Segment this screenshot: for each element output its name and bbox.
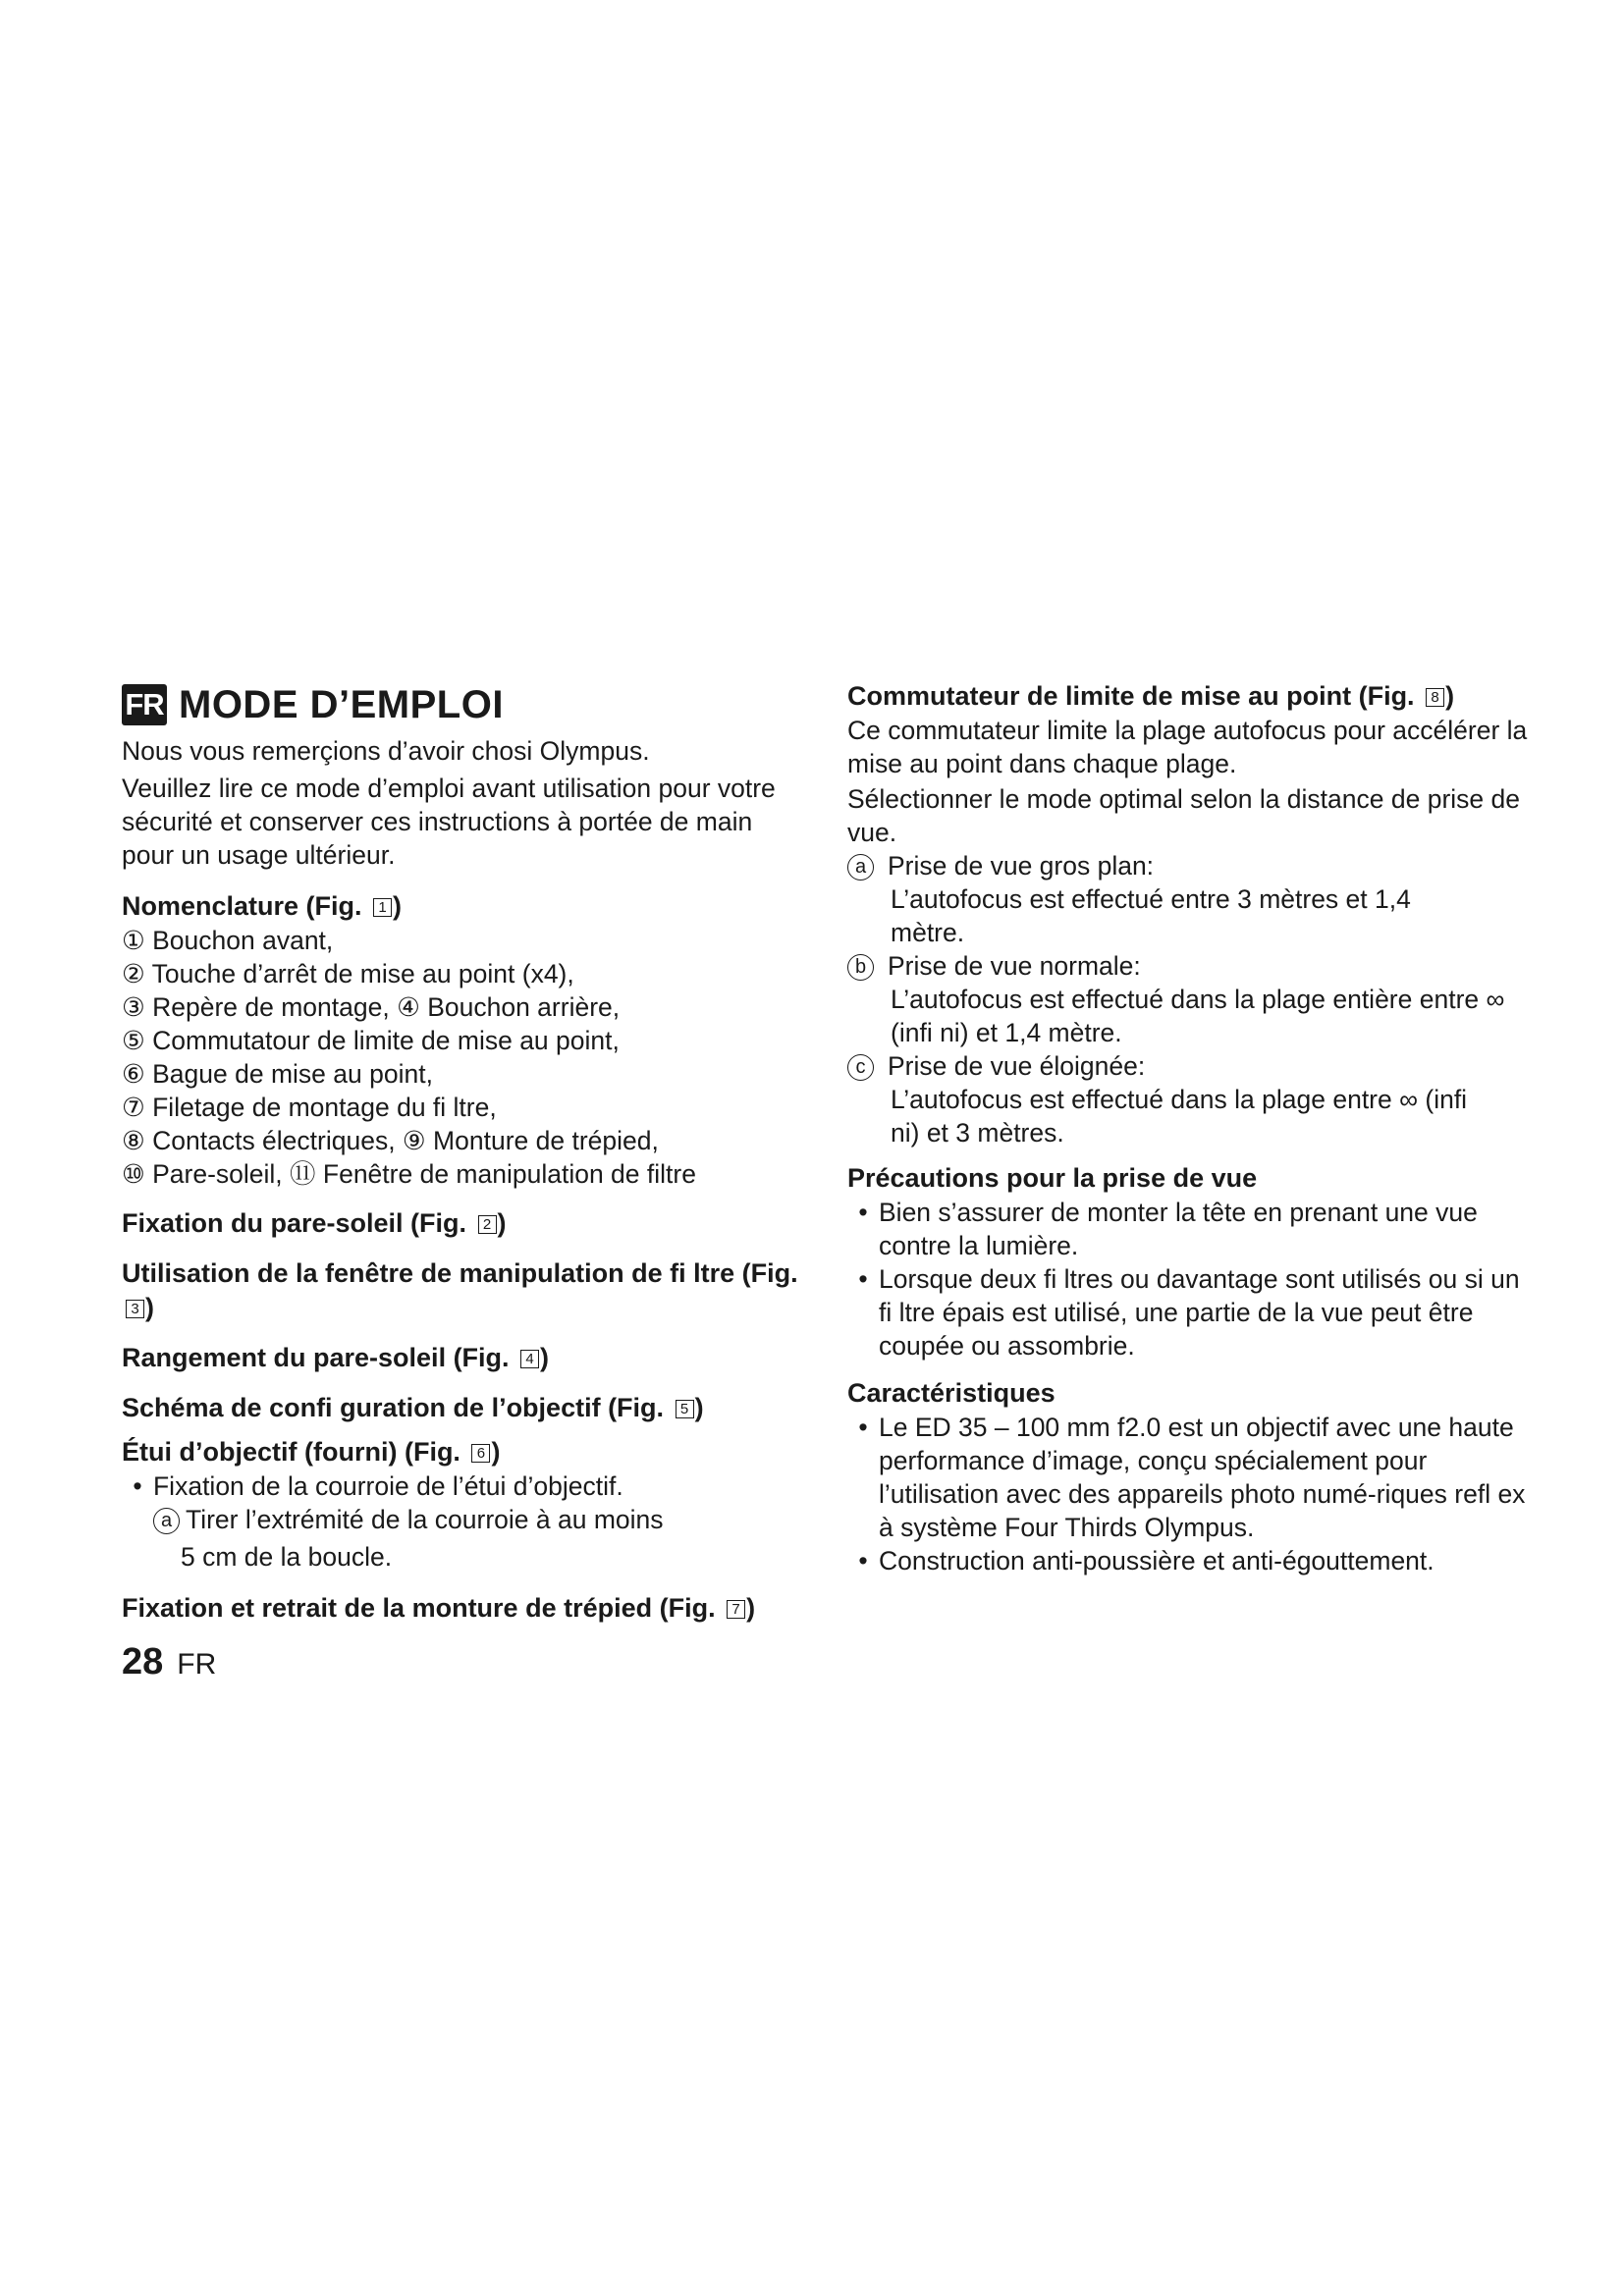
section-heading-rangement: Rangement du pare-soleil (Fig. 4 ): [122, 1343, 550, 1372]
figure-ref-icon: 4: [520, 1350, 539, 1368]
etui-heading: Étui d’objectif (fourni) (Fig. 6 ): [122, 1437, 501, 1467]
list-item: ⑧ Contacts électriques, ⑨ Monture de trépied,: [122, 1126, 659, 1155]
mode-item-far: c Prise de vue éloignée:: [847, 1049, 1535, 1083]
section-heading-schema: Schéma de confi guration de l’objectif (Fig. 5 ): [122, 1393, 704, 1422]
list-item: ⑤ Commutatour de limite de mise au point,: [122, 1026, 620, 1055]
bullet-icon: •: [133, 1471, 142, 1501]
nomenclature-heading: Nomenclature (Fig. 1 ): [122, 891, 403, 921]
feature-item: • Construction anti-poussière et anti-égouttement.: [847, 1544, 1535, 1577]
mode-list: [847, 849, 1535, 1149]
circled-letter-icon: a: [847, 854, 874, 881]
commutateur-desc: Ce commutateur limite la plage autofocus pour accélérer la mise au point dans chaque plage.: [847, 716, 1528, 778]
etui-bullet: • Fixation de la courroie de l’étui d’objectif.: [122, 1469, 799, 1503]
list-item: ⑦ Filetage de montage du fi ltre,: [122, 1093, 497, 1122]
figure-ref-icon: 6: [471, 1444, 490, 1463]
figure-ref-icon: 3: [126, 1300, 144, 1318]
list-item: ⑩ Pare-soleil, ⑪ Fenêtre de manipulation de filtre: [122, 1159, 696, 1189]
feature-item: • Le ED 35 – 100 mm f2.0 est un objectif avec une haute performance d’image, conçu spécialement pour l’utilisation avec des appareils photo numé-riques refl ex à système Four Thirds Olympus.: [847, 1411, 1535, 1544]
bullet-icon: •: [858, 1413, 868, 1442]
etui-sub-step-cont: 5 cm de la boucle.: [181, 1542, 393, 1572]
page-title: MODE D’EMPLOI: [179, 682, 504, 726]
figure-ref-icon: 8: [1426, 688, 1444, 707]
mode-item-normal: b Prise de vue normale:: [847, 949, 1535, 983]
list-item: ① Bouchon avant,: [122, 926, 334, 955]
figure-ref-icon: 1: [373, 898, 392, 917]
mode-desc: L’autofocus est effectué entre 3 mètres et 1,4 mètre.: [891, 884, 1411, 947]
intro-thanks: Nous vous remerçions d’avoir chosi Olympus.: [122, 736, 650, 766]
mode-desc: L’autofocus est effectué dans la plage entre ∞ (infi ni) et 3 mètres.: [891, 1085, 1468, 1148]
figure-ref-icon: 7: [727, 1600, 745, 1619]
etui-sub-step: a Tirer l’extrémité de la courroie à au moins: [122, 1503, 799, 1536]
circled-letter-icon: c: [847, 1054, 874, 1081]
left-column: [122, 679, 799, 1626]
title-row: [122, 679, 799, 730]
commutateur-heading: Commutateur de limite de mise au point (Fig. 8 ): [847, 681, 1455, 711]
list-item: ⑥ Bague de mise au point,: [122, 1059, 433, 1089]
caracteristiques-heading: Caractéristiques: [847, 1378, 1056, 1408]
circled-letter-icon: b: [847, 954, 874, 981]
tripod-heading: Fixation et retrait de la monture de trépied (Fig. 7 ): [122, 1593, 756, 1623]
list-item: ③ Repère de montage, ④ Bouchon arrière,: [122, 992, 621, 1022]
section-heading-pare-soleil: Fixation du pare-soleil (Fig. 2 ): [122, 1208, 507, 1238]
section-heading-fenetre: Utilisation de la fenêtre de manipulation de fi ltre (Fig. 3 ): [122, 1258, 798, 1322]
page-footer: [122, 1641, 216, 1683]
mode-item-close-up: a Prise de vue gros plan:: [847, 849, 1535, 882]
bullet-icon: •: [858, 1546, 868, 1575]
precaution-item: • Bien s’assurer de monter la tête en prenant une vue contre la lumière.: [847, 1196, 1535, 1262]
precautions-heading: Précautions pour la prise de vue: [847, 1163, 1258, 1193]
commutateur-select: Sélectionner le mode optimal selon la distance de prise de vue.: [847, 784, 1520, 847]
figure-ref-icon: 5: [676, 1400, 694, 1418]
intro-instructions: Veuillez lire ce mode d’emploi avant utilisation pour votre sécurité et conserver ces instructions à portée de main pour un usage ultérieur.: [122, 774, 776, 870]
circled-letter-icon: a: [153, 1508, 180, 1534]
list-item: ② Touche d’arrêt de mise au point (x4),: [122, 959, 574, 988]
bullet-icon: •: [858, 1198, 868, 1227]
nomenclature-list: [122, 924, 799, 1191]
right-column: [847, 679, 1535, 1577]
bullet-icon: •: [858, 1264, 868, 1294]
page-language: FR: [177, 1648, 217, 1681]
page-number: 28: [122, 1641, 164, 1682]
precaution-item: • Lorsque deux fi ltres ou davantage sont utilisés ou si un fi ltre épais est utilisé, une partie de la vue peut être coupée ou assombrie.: [847, 1262, 1535, 1362]
language-badge: FR: [122, 684, 167, 725]
figure-ref-icon: 2: [478, 1215, 497, 1234]
mode-desc: L’autofocus est effectué dans la plage entière entre ∞ (infi ni) et 1,4 mètre.: [891, 985, 1505, 1047]
